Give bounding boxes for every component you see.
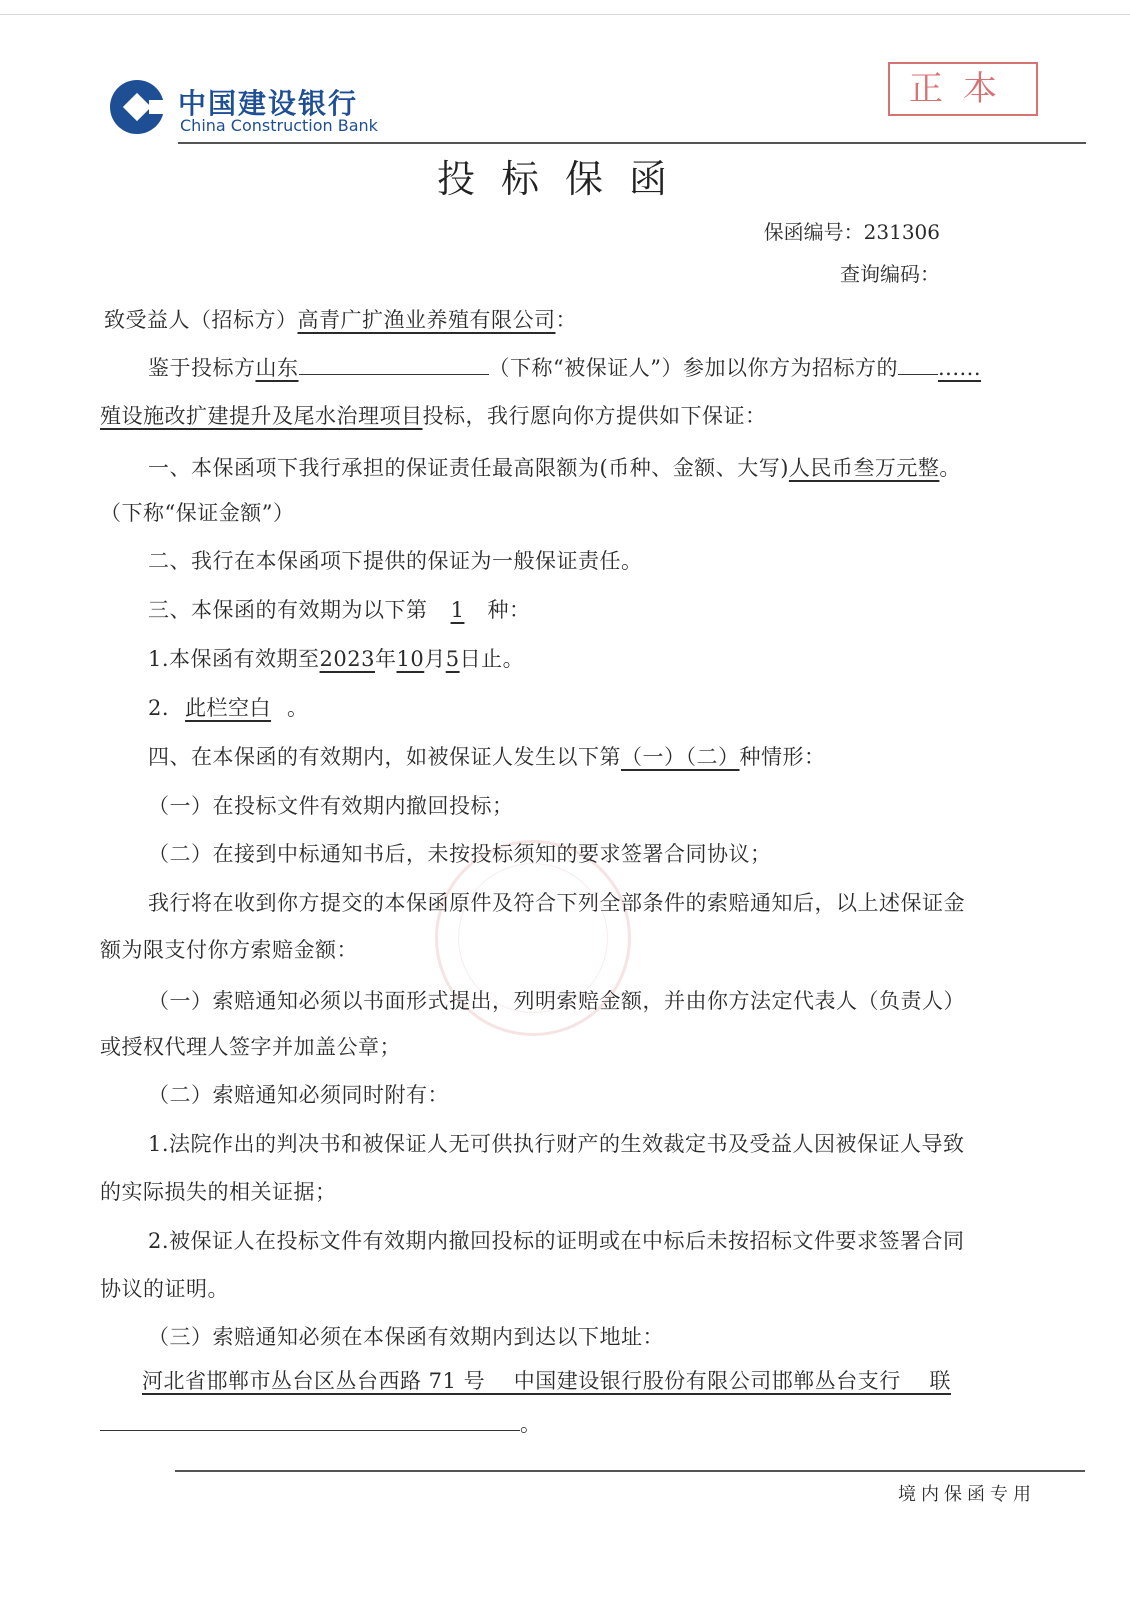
original-stamp: 正本 <box>888 62 1038 116</box>
query-code: 查询编码： <box>840 262 940 286</box>
document-title: 投标保函 <box>436 157 693 201</box>
bank-name-cn: 中国建设银行 <box>178 87 359 120</box>
intro-text: （下称“被保证人”）参加以你方为招标方的 <box>488 356 898 380</box>
intro-text: 投标，我行愿向你方提供如下保证： <box>422 404 767 428</box>
validity-1-prefix: 1.本保函有效期至 <box>148 647 320 671</box>
recipient-line <box>104 304 577 334</box>
validity-2-prefix: 2. <box>148 696 170 720</box>
case-1: （一）在投标文件有效期内撤回投标； <box>148 794 514 818</box>
clause-2: 二、我行在本保函项下提供的保证为一般保证责任。 <box>148 549 643 573</box>
bank-logo <box>108 78 428 140</box>
payment-line-2: 额为限支付你方索赔金额： <box>100 938 358 962</box>
clause-1-text: 一、本保函项下我行承担的保证责任最高限额为(币种、金额、大写) <box>148 456 789 480</box>
address-end: 。 <box>520 1412 542 1436</box>
ccb-logo-icon <box>108 78 166 136</box>
requirement-1-line-2: 或授权代理人签字并加盖公章； <box>100 1035 401 1059</box>
month-label: 月 <box>424 647 446 671</box>
validity-2-end: 。 <box>287 696 309 720</box>
year-label: 年 <box>375 647 397 671</box>
case-options: （一）（二） <box>621 745 740 769</box>
attachment-1-line-1: 1.法院作出的判决书和被保证人无可供执行财产的生效裁定书及受益人因被保证人导致 <box>148 1132 965 1156</box>
expiry-month: 10 <box>396 647 425 671</box>
clause-3-suffix: 种： <box>487 598 531 622</box>
clause-3-prefix: 三、本保函的有效期为以下第 <box>148 598 428 622</box>
day-label: 日止。 <box>459 647 525 671</box>
clause-4-prefix: 四、在本保函的有效期内，如被保证人发生以下第 <box>148 745 621 769</box>
scan-edge-line <box>0 14 1130 15</box>
guarantee-amount: 人民币叁万元整 <box>788 456 940 480</box>
bank-name-en: China Construction Bank <box>180 116 378 135</box>
bidder-name: 山东 <box>255 356 299 380</box>
payment-line-1: 我行将在收到你方提交的本保函原件及符合下列全部条件的索赔通知后，以上述保证金 <box>148 891 965 915</box>
expiry-day: 5 <box>445 647 460 671</box>
footer-note: 境内保函专用 <box>898 1484 1036 1505</box>
validity-option: 1 <box>450 598 465 622</box>
clause-3 <box>148 594 531 624</box>
address-blank <box>100 1410 520 1431</box>
attachment-2-line-1: 2.被保证人在投标文件有效期内撤回投标的证明或在中标后未按招标文件要求签署合同 <box>148 1229 965 1253</box>
beneficiary-name: 高青广扩渔业养殖有限公司 <box>297 308 556 332</box>
recipient-suffix: ： <box>555 308 577 332</box>
project-blank <box>898 354 938 375</box>
expiry-year: 2023 <box>319 647 375 671</box>
validity-2 <box>148 692 309 722</box>
project-name: 殖设施改扩建提升及尾水治理项目 <box>100 404 423 428</box>
attachment-2-line-2: 协议的证明。 <box>100 1277 229 1301</box>
guarantee-number: 保函编号：231306 <box>763 220 940 244</box>
header-rule <box>178 142 1086 144</box>
clause-1-end: 。 <box>939 456 961 480</box>
clause-4-suffix: 种情形： <box>739 745 826 769</box>
requirement-2: （二）索赔通知必须同时附有： <box>148 1083 449 1107</box>
attachment-1-line-2: 的实际损失的相关证据； <box>100 1180 337 1204</box>
validity-2-value: 此栏空白 <box>185 696 272 720</box>
address-line-2 <box>100 1408 542 1438</box>
intro-text: 鉴于投标方 <box>148 356 256 380</box>
clause-1-note: （下称“保证金额”） <box>100 501 295 525</box>
case-2: （二）在接到中标通知书后，未按投标须知的要求签署合同协议； <box>148 842 772 866</box>
clause-1 <box>148 452 961 482</box>
footer-rule <box>175 1470 1085 1472</box>
validity-1 <box>148 643 524 673</box>
intro-line-2 <box>100 400 767 430</box>
recipient-prefix: 致受益人（招标方） <box>104 308 298 332</box>
claim-address: 河北省邯郸市丛台区丛台西路 71 号 中国建设银行股份有限公司邯郸丛台支行 联 <box>142 1369 951 1393</box>
project-tail: ...... <box>937 356 982 380</box>
requirement-3: （三）索赔通知必须在本保函有效期内到达以下地址： <box>148 1325 664 1349</box>
bidder-blank <box>299 354 489 375</box>
intro-line-1 <box>148 352 981 382</box>
clause-4 <box>148 741 826 771</box>
requirement-1-line-1: （一）索赔通知必须以书面形式提出，列明索赔金额，并由你方法定代表人（负责人） <box>148 989 965 1013</box>
